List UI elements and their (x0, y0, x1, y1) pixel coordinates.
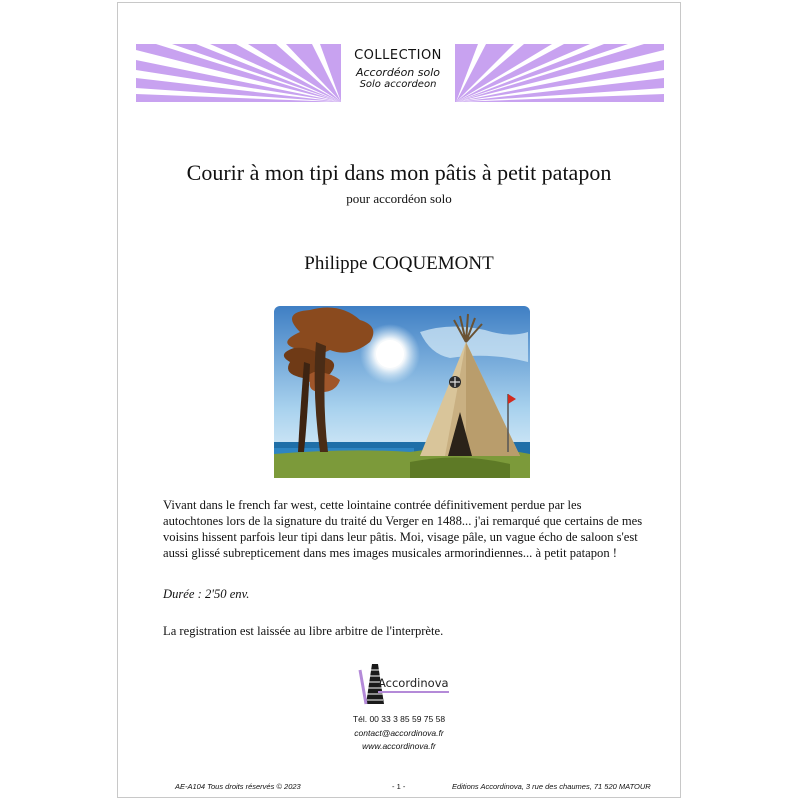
publisher-website[interactable]: www.accordinova.fr (362, 741, 436, 751)
collection-title: COLLECTION (354, 48, 442, 63)
composer-name: Philippe COQUEMONT (304, 253, 494, 274)
registration-note: La registration est laissée au libre arbitre de l'interprète. (163, 624, 444, 638)
tipi-illustration (270, 302, 534, 482)
series-name-fr: Accordéon solo (355, 66, 441, 79)
collection-label-box (341, 44, 455, 102)
publisher-name: Accordinova (378, 676, 449, 693)
work-title: Courir à mon tipi dans mon pâtis à petit patapon (186, 160, 612, 185)
footer-page-number: - 1 - (392, 782, 406, 791)
duration-note: Durée : 2'50 env. (163, 587, 250, 601)
publisher-email[interactable]: contact@accordinova.fr (354, 728, 444, 738)
footer-address: Editions Accordinova, 3 rue des chaumes, 71 520 MATOUR (452, 782, 651, 791)
publisher-phone: Tél. 00 33 3 85 59 75 58 (352, 714, 446, 724)
work-description: Vivant dans le french far west, cette lointaine contrée définitivement perdue par les autochtones lors de la signature du traité du Verger en 1488... j'ai remarqué que certains de mes voisins hissent parfois leur tipi dans leur pâtis. Moi, visage pâle, un vague écho de saloon s'est aussi glissé subrepticement dans mes images musicales armorindiennes... à petit patapon ! (163, 498, 643, 560)
work-subtitle: pour accordéon solo (346, 191, 452, 206)
series-name-en: Solo accordeon (359, 79, 437, 90)
footer-reference: AE-A104 Tous droits réservés © 2023 (175, 782, 301, 791)
